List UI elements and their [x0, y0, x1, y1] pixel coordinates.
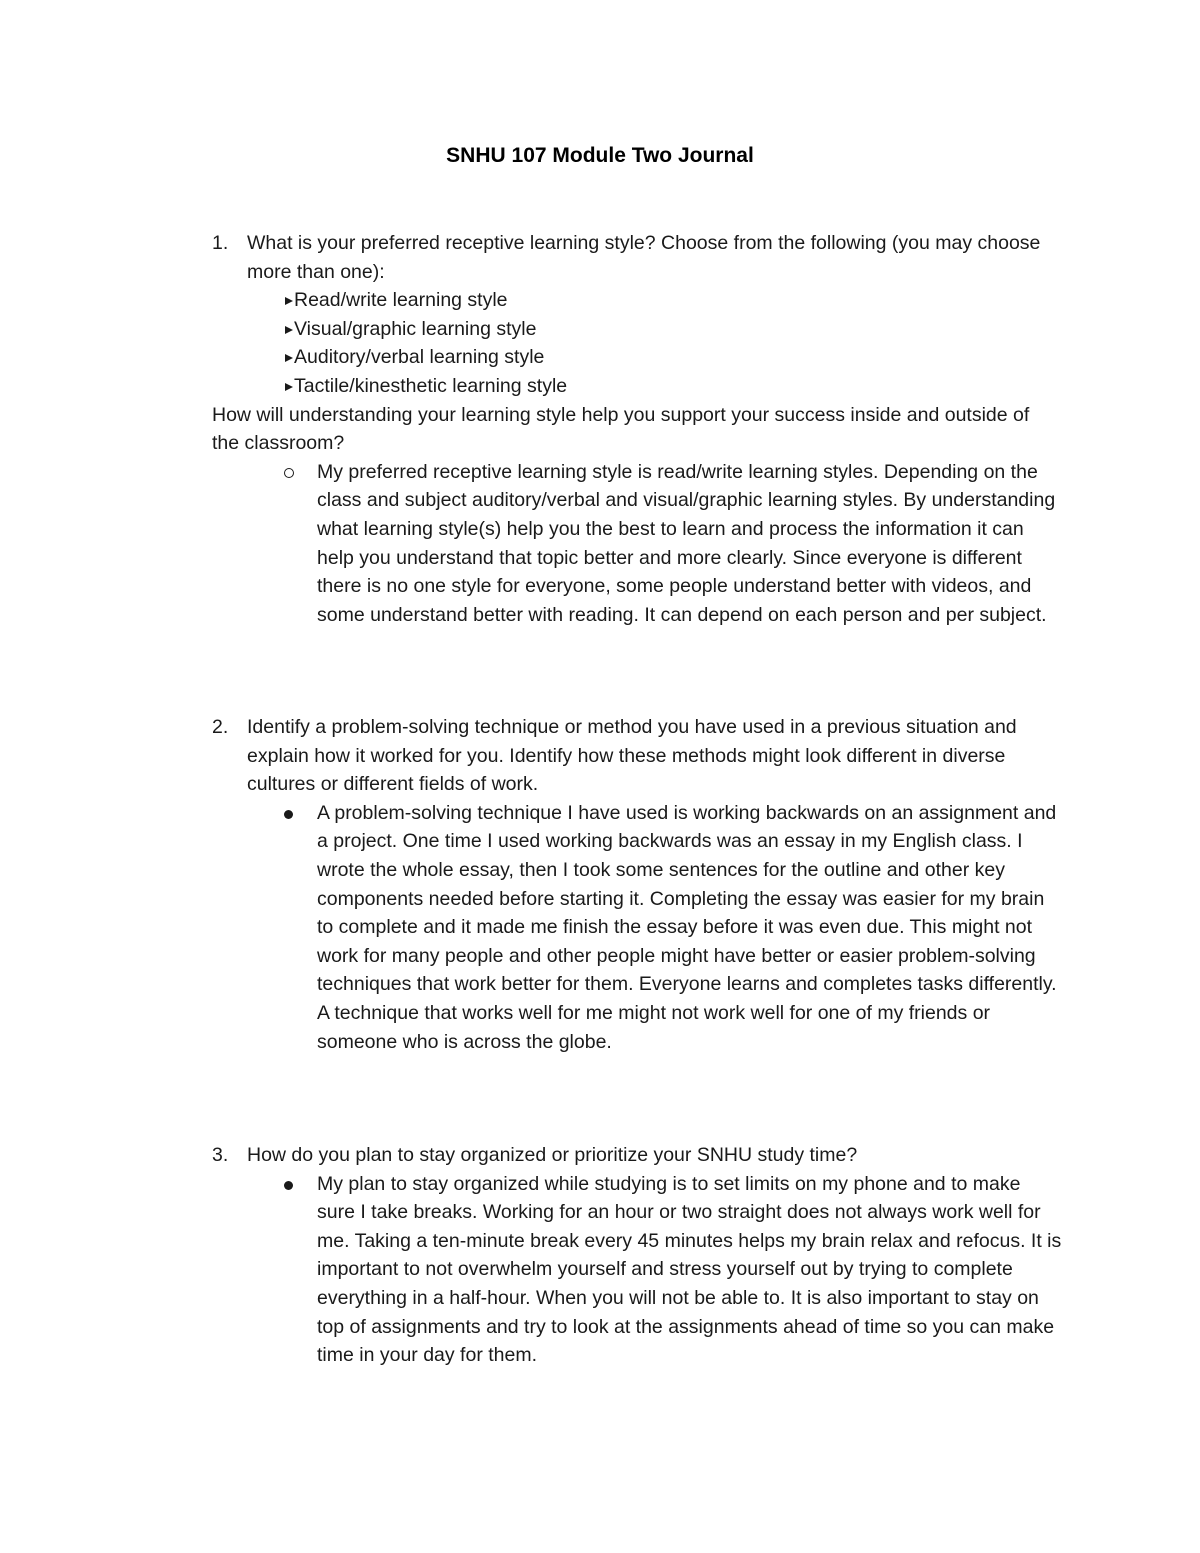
question-2-text: Identify a problem-solving technique or method you have used in a previous situation and explain how it worked for you. Identify how these methods might look different in diverse cultures or different fields of work.	[247, 716, 1017, 796]
question-2	[212, 713, 1067, 799]
question-2-section	[212, 713, 1072, 1056]
question-1-section	[212, 229, 1072, 629]
filled-bullet-icon	[284, 1170, 293, 1199]
triangle-bullet-icon	[285, 326, 293, 334]
option-auditory-verbal	[212, 343, 1072, 372]
question-2-number: 2.	[212, 716, 229, 738]
answer-2-text: A problem-solving technique I have used is working backwards on an assignment and a project. One time I used working backwards was an essay in my English class. I wrote the whole essay, then I took some sentences for the outline and other key components needed before starting it. Completing the essay was easier for my brain to complete and it made me finish the essay before it was even due. This might not work for many people and other people might have better or easier problem-solving techniques that work better for them. Everyone learns and completes tasks differently. A technique that works well for me might not work well for one of my friends or someone who is across the globe.	[317, 801, 1057, 1053]
option-label: Auditory/verbal learning style	[294, 346, 545, 369]
option-tactile-kinesthetic	[212, 372, 1072, 401]
question-3	[212, 1141, 1067, 1170]
filled-bullet-icon	[284, 799, 293, 828]
triangle-bullet-icon	[285, 383, 293, 391]
question-3-number: 3.	[212, 1144, 229, 1166]
answer-2	[212, 799, 1062, 1056]
answer-3-text: My plan to stay organized while studying is to set limits on my phone and to make sure I take breaks. Working for an hour or two straight does not always work well for me. Taking a ten-minute break every 45 minutes helps my brain relax and refocus. It is important to not overwhelm yourself and stress yourself out by trying to complete everything in a half-hour. When you will not be able to. It is also important to stay on top of assignments and try to look at the assignments ahead of time so you can make time in your day for them.	[317, 1172, 1062, 1367]
answer-1-text: My preferred receptive learning style is read/write learning styles. Depending on the class and subject auditory/verbal and visual/graphic learning styles. By understanding what learning style(s) help you the best to learn and process the information it can help you understand that topic better and more clearly. Since everyone is different there is no one style for everyone, some people understand better with videos, and some understand better with reading. It can depend on each person and per subject.	[317, 460, 1056, 626]
option-visual-graphic	[212, 315, 1072, 344]
option-label: Read/write learning style	[294, 289, 508, 312]
question-1-followup: How will understanding your learning style help you support your success inside and outside of the classroom?	[212, 403, 1030, 455]
question-3-text: How do you plan to stay organized or prioritize your SNHU study time?	[247, 1144, 858, 1166]
question-1-number: 1.	[212, 232, 229, 254]
hollow-bullet-icon	[284, 458, 294, 487]
question-3-section	[212, 1141, 1072, 1370]
answer-1	[212, 458, 1062, 630]
answer-3	[212, 1170, 1062, 1370]
triangle-bullet-icon	[285, 354, 293, 362]
option-label: Visual/graphic learning style	[294, 317, 537, 340]
triangle-bullet-icon	[285, 297, 293, 305]
option-label: Tactile/kinesthetic learning style	[294, 374, 568, 397]
question-1-text: What is your preferred receptive learning style? Choose from the following (you may choose more than one):	[247, 232, 1041, 283]
question-1	[212, 229, 1067, 286]
document-title: SNHU 107 Module Two Journal	[446, 144, 754, 167]
option-read-write	[212, 286, 1072, 315]
